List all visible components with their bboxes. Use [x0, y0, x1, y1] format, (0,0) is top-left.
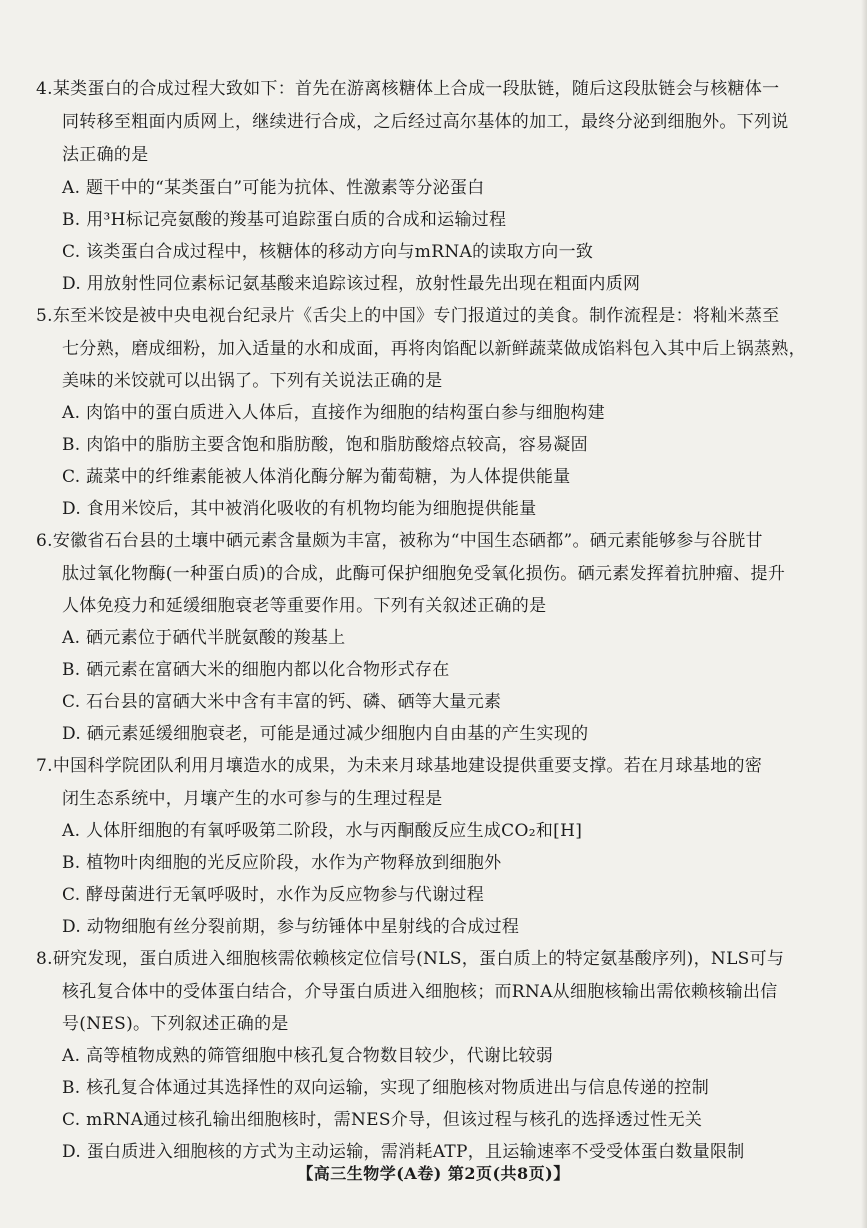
question-5-stem-line-3: 美味的米饺就可以出锅了。下列有关说法正确的是 — [62, 371, 443, 391]
question-8-stem-line-1: 8.研究发现，蛋白质进入细胞核需依赖核定位信号(NLS，蛋白质上的特定氨基酸序列)，NLS可与 — [36, 949, 785, 969]
question-6-stem-line-3: 人体免疫力和延缓细胞衰老等重要作用。下列有关叙述正确的是 — [62, 596, 547, 616]
question-4-stem-line-1: 4.某类蛋白的合成过程大致如下：首先在游离核糖体上合成一段肽链，随后这段肽链会与核糖体一 — [36, 79, 780, 99]
question-8-option-b: B. 核孔复合体通过其选择性的双向运输，实现了细胞核对物质进出与信息传递的控制 — [62, 1078, 709, 1098]
question-5-option-c: C. 蔬菜中的纤维素能被人体消化酶分解为葡萄糖，为人体提供能量 — [62, 467, 571, 487]
question-7-stem-line-1: 7.中国科学院团队利用月壤造水的成果，为未来月球基地建设提供重要支撑。若在月球基地的密 — [36, 756, 763, 776]
question-5-option-a: A. 肉馅中的蛋白质进入人体后，直接作为细胞的结构蛋白参与细胞构建 — [62, 403, 605, 423]
question-8-option-a: A. 高等植物成熟的筛管细胞中核孔复合物数目较少，代谢比较弱 — [62, 1046, 554, 1066]
question-4-stem-line-2: 同转移至粗面内质网上，继续进行合成，之后经过高尔基体的加工，最终分泌到细胞外。下列说 — [62, 112, 789, 132]
question-4-option-b: B. 用³H标记亮氨酸的羧基可追踪蛋白质的合成和运输过程 — [62, 210, 507, 230]
question-6-option-c: C. 石台县的富硒大米中含有丰富的钙、磷、硒等大量元素 — [62, 692, 502, 712]
question-4-stem-line-3: 法正确的是 — [62, 145, 149, 165]
page-edge-shadow — [861, 0, 867, 1228]
question-7-option-c: C. 酵母菌进行无氧呼吸时，水作为反应物参与代谢过程 — [62, 885, 485, 905]
page-footer: 【高三生物学(A卷) 第2页(共8页)】 — [297, 1164, 570, 1183]
question-5-option-b: B. 肉馅中的脂肪主要含饱和脂肪酸，饱和脂肪酸熔点较高，容易凝固 — [62, 435, 588, 455]
question-7-option-a: A. 人体肝细胞的有氧呼吸第二阶段，水与丙酮酸反应生成CO₂和[H] — [62, 821, 583, 841]
question-6-stem-line-2: 肽过氧化物酶(一种蛋白质)的合成，此酶可保护细胞免受氧化损伤。硒元素发挥着抗肿瘤、提升 — [62, 564, 786, 584]
question-6-option-b: B. 硒元素在富硒大米的细胞内都以化合物形式存在 — [62, 660, 450, 680]
scan-smudge — [0, 0, 160, 12]
question-5-stem-line-1: 5.东至米饺是被中央电视台纪录片《舌尖上的中国》专门报道过的美食。制作流程是：将籼米蒸至 — [36, 306, 780, 326]
question-4-option-d: D. 用放射性同位素标记氨基酸来追踪该过程，放射性最先出现在粗面内质网 — [62, 274, 641, 294]
question-8-stem-line-2: 核孔复合体中的受体蛋白结合，介导蛋白质进入细胞核；而RNA从细胞核输出需依赖核输出信 — [62, 982, 778, 1002]
question-4-option-a: A. 题干中的“某类蛋白”可能为抗体、性激素等分泌蛋白 — [62, 178, 485, 198]
question-8-option-c: C. mRNA通过核孔输出细胞核时，需NES介导，但该过程与核孔的选择透过性无关 — [62, 1110, 703, 1130]
question-7-option-d: D. 动物细胞有丝分裂前期，参与纺锤体中星射线的合成过程 — [62, 917, 520, 937]
question-8-stem-line-3: 号(NES)。下列叙述正确的是 — [62, 1014, 289, 1034]
question-4-option-c: C. 该类蛋白合成过程中，核糖体的移动方向与mRNA的读取方向一致 — [62, 242, 594, 262]
question-7-stem-line-2: 闭生态系统中，月壤产生的水可参与的生理过程是 — [62, 789, 443, 809]
question-6-stem-line-1: 6.安徽省石台县的土壤中硒元素含量颇为丰富，被称为“中国生态硒都”。硒元素能够参与谷胱甘 — [36, 531, 763, 551]
question-7-option-b: B. 植物叶肉细胞的光反应阶段，水作为产物释放到细胞外 — [62, 853, 502, 873]
question-5-option-d: D. 食用米饺后，其中被消化吸收的有机物均能为细胞提供能量 — [62, 499, 537, 519]
question-6-option-d: D. 硒元素延缓细胞衰老，可能是通过减少细胞内自由基的产生实现的 — [62, 724, 589, 744]
question-5-stem-line-2: 七分熟，磨成细粉，加入适量的水和成面，再将肉馅配以新鲜蔬菜做成馅料包入其中后上锅蒸熟， — [62, 339, 806, 359]
question-8-option-d: D. 蛋白质进入细胞核的方式为主动运输，需消耗ATP，且运输速率不受受体蛋白数量限制 — [62, 1142, 745, 1162]
question-6-option-a: A. 硒元素位于硒代半胱氨酸的羧基上 — [62, 628, 346, 648]
